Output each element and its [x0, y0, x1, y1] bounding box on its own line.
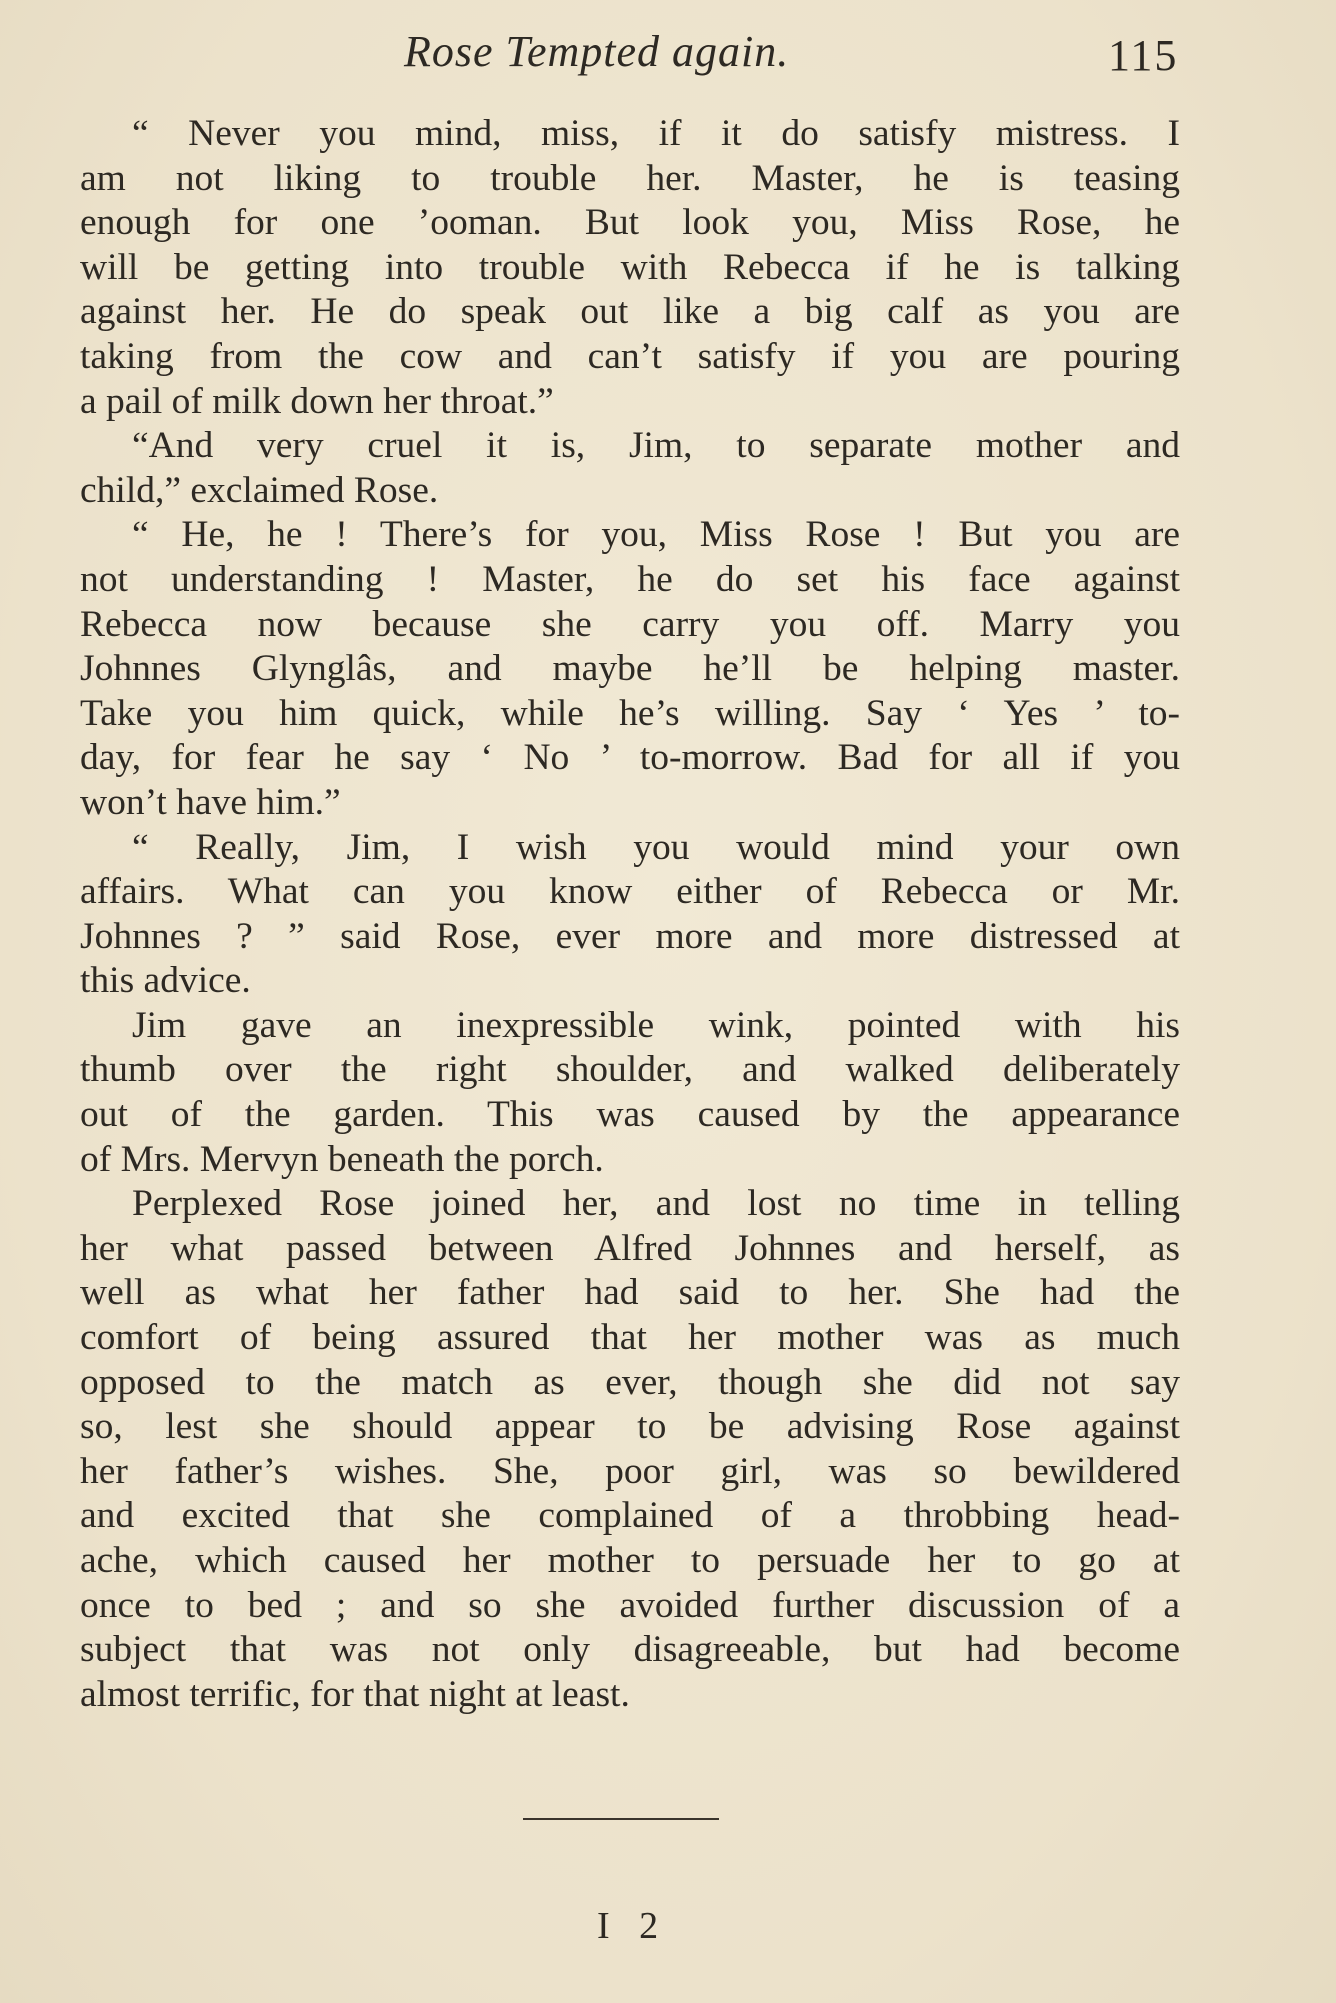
text-line: ache, which caused her mother to persuade her to go at	[80, 1540, 1180, 1581]
text-line: “And very cruel it is, Jim, to separate mother and	[132, 425, 1180, 467]
text-line: opposed to the match as ever, though she did not say	[80, 1361, 1180, 1403]
text-line: “ He, he ! There’s for you, Miss Rose ! But you are	[132, 514, 1180, 556]
body-text	[80, 112, 1180, 1717]
text-line: Jim gave an inexpressible wink, pointed with his	[132, 1004, 1180, 1046]
text-line: and excited that she complained of a throbbing head-	[80, 1495, 1180, 1537]
running-head	[0, 18, 1336, 88]
text-line: Rebecca now because she carry you off. Marry you	[80, 603, 1180, 645]
text-line: out of the garden. This was caused by the appearance	[80, 1094, 1180, 1136]
text-line: her father’s wishes. She, poor girl, was so bewildered	[80, 1450, 1180, 1492]
running-title: Rose Tempted again.	[404, 27, 790, 76]
text-line: thumb over the right shoulder, and walked deliberately	[80, 1049, 1180, 1091]
text-line: against her. He do speak out like a big calf as you are	[80, 291, 1180, 333]
signature-mark: I 2	[597, 1905, 669, 1947]
text-line: Johnnes ? ” said Rose, ever more and more distressed at	[80, 915, 1180, 957]
page-number: 115	[1108, 31, 1179, 80]
text-line: well as what her father had said to her. She had the	[80, 1272, 1180, 1314]
text-line: Take you him quick, while he’s willing. Say ‘ Yes ’ to-	[80, 692, 1180, 734]
text-line: not understanding ! Master, he do set his face against	[80, 558, 1180, 600]
text-line: this advice.	[80, 960, 251, 1002]
text-line: taking from the cow and can’t satisfy if you are pouring	[80, 335, 1180, 377]
text-line: so, lest she should appear to be advising Rose against	[80, 1406, 1180, 1448]
text-line: of Mrs. Mervyn beneath the porch.	[80, 1138, 604, 1180]
chapter-end-rule	[523, 1818, 719, 1820]
text-line: day, for fear he say ‘ No ’ to-morrow. Bad for all if you	[80, 737, 1180, 779]
text-line: will be getting into trouble with Rebecca if he is talking	[80, 246, 1180, 288]
text-line: affairs. What can you know either of Rebecca or Mr.	[80, 871, 1180, 913]
text-line: “ Really, Jim, I wish you would mind your own	[132, 826, 1180, 868]
text-line: once to bed ; and so she avoided further discussion of a	[80, 1584, 1180, 1626]
text-line: Perplexed Rose joined her, and lost no time in telling	[132, 1183, 1180, 1225]
text-line: almost terrific, for that night at least.	[80, 1673, 630, 1715]
text-line: am not liking to trouble her. Master, he is teasing	[80, 157, 1180, 199]
text-line: comfort of being assured that her mother was as much	[80, 1317, 1180, 1359]
text-line: “ Never you mind, miss, if it do satisfy mistress. I	[132, 113, 1180, 154]
text-line: won’t have him.”	[80, 781, 341, 823]
text-line: a pail of milk down her throat.”	[80, 380, 554, 422]
text-line: Johnnes Glynglâs, and maybe he’ll be helping master.	[80, 648, 1180, 690]
text-line: enough for one ’ooman. But look you, Miss Rose, he	[80, 202, 1180, 244]
text-line: her what passed between Alfred Johnnes and herself, as	[80, 1227, 1180, 1269]
text-line: child,” exclaimed Rose.	[80, 469, 439, 511]
text-line: subject that was not only disagreeable, but had become	[80, 1629, 1180, 1671]
